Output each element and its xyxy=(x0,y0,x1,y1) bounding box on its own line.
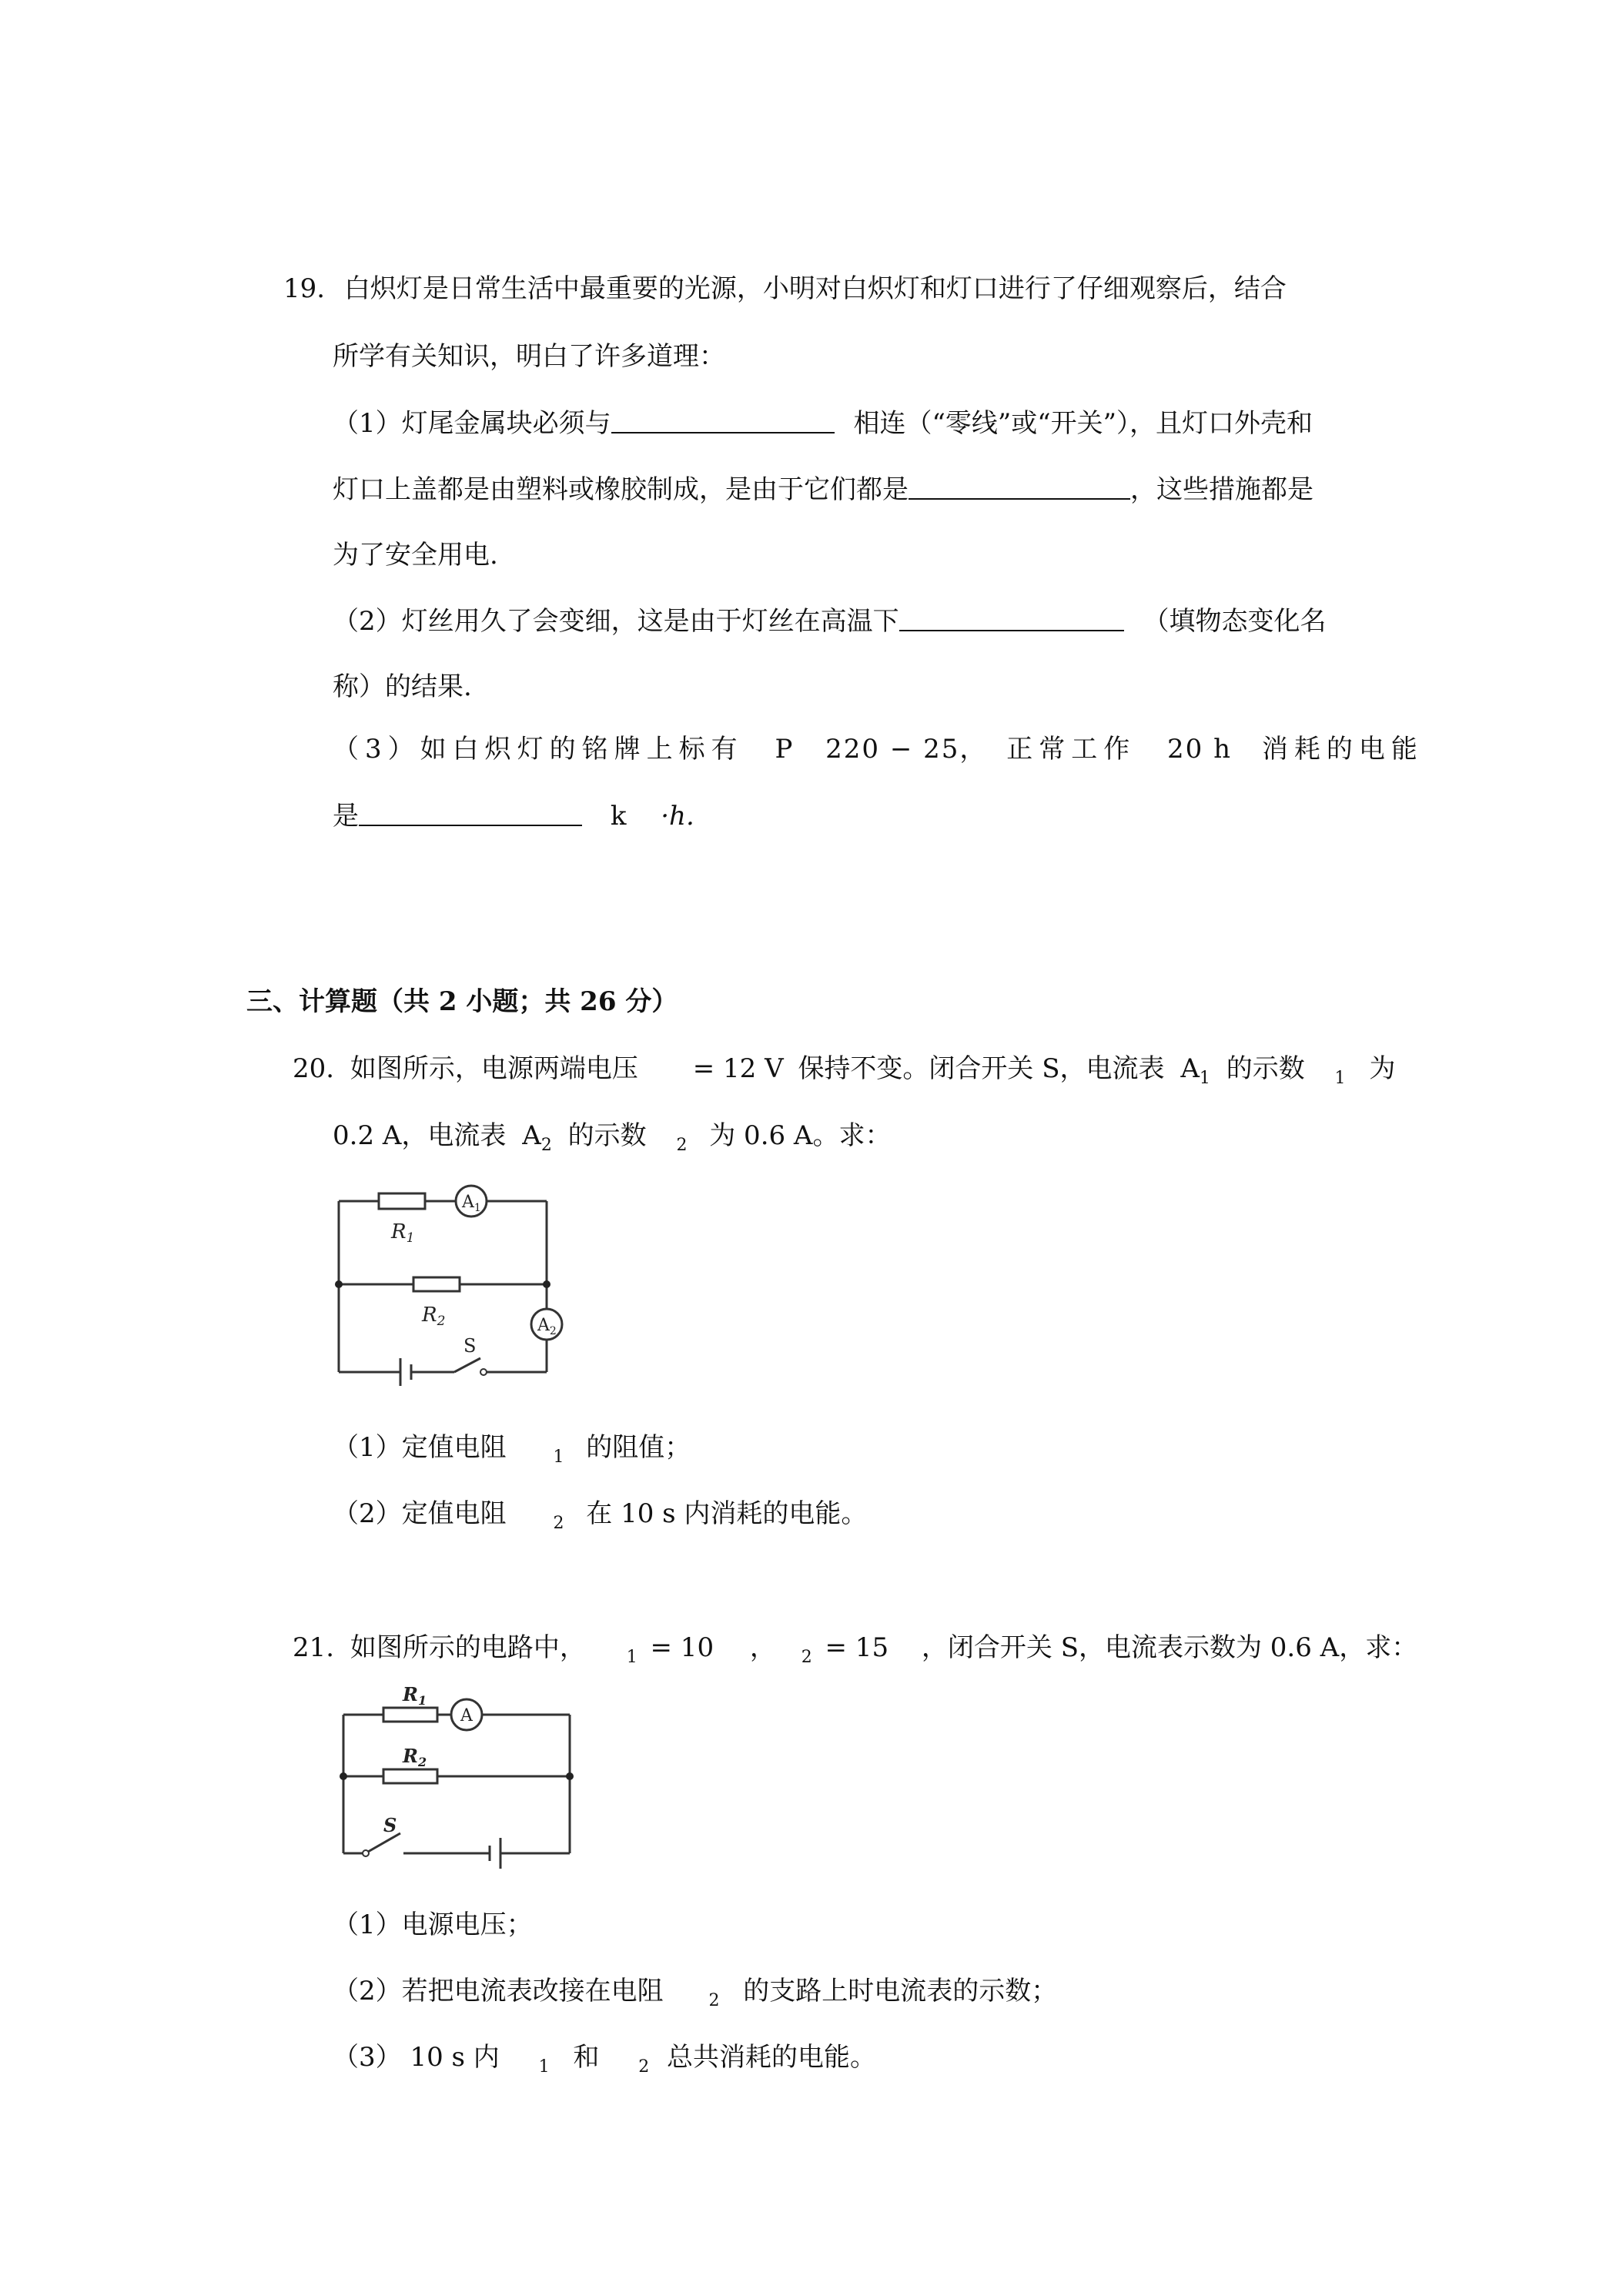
q21-label-r2: $R_2$ xyxy=(403,1745,427,1769)
q21-resistor-r2 xyxy=(383,1769,437,1783)
q20-sub1-text-b: 的阻值； xyxy=(586,1432,691,1463)
q21-sub3 xyxy=(333,2042,876,2077)
q20-junction-left xyxy=(335,1280,343,1288)
answer-blank-4[interactable] xyxy=(359,800,582,826)
q19-part3-p: P xyxy=(775,734,799,765)
q21-number: 21. xyxy=(293,1632,335,1663)
q20-junction-right xyxy=(543,1280,550,1288)
q21-circuit-diagram xyxy=(330,1682,584,1883)
q19-part2-line-1 xyxy=(333,605,1326,637)
answer-blank-2[interactable] xyxy=(909,474,1130,500)
q20-label-s: S xyxy=(463,1335,477,1357)
q19-stem-line2: 所学有关知识，明白了许多道理： xyxy=(333,341,725,372)
q20-ammeter-a2: $A_2$ xyxy=(522,1120,552,1155)
q21-sub1-text: （1）电源电压； xyxy=(333,1909,533,1940)
q21-label-s: S xyxy=(383,1814,397,1836)
q20-text-c: 保持不变。闭合开关 S，电流表 xyxy=(798,1053,1165,1084)
q19-part3-text-c: 消耗的电能 xyxy=(1261,734,1424,765)
q21-sub3-r2-sub: 2 xyxy=(638,2057,650,2077)
q19-stem-line1: 白炽灯是日常生活中最重要的光源，小明对白炽灯和灯口进行了仔细观察后，结合 xyxy=(343,273,1287,304)
q20-i2-sub: 2 xyxy=(676,1136,688,1155)
q19-line-1 xyxy=(283,273,1287,304)
q20-label-r1: R1 xyxy=(391,1220,415,1246)
q20-text-l2b: 的示数 xyxy=(567,1120,647,1151)
q21-sub3-and: 和 xyxy=(573,2042,600,2073)
q20-text-d: 的示数 xyxy=(1226,1053,1305,1084)
q20-switch-contact xyxy=(480,1369,487,1375)
q20-label-r2: R2 xyxy=(422,1304,446,1329)
q21-line-1 xyxy=(293,1632,1417,1667)
q20-ammeter-a1: $A_1$ xyxy=(1180,1053,1210,1088)
q21-sub3-text-a: （3） 10 s 内 xyxy=(333,2042,500,2073)
q21-sub2 xyxy=(333,1976,1057,2010)
q19-part3-line-2 xyxy=(333,800,694,832)
q21-junction-right xyxy=(566,1772,574,1780)
q20-resistor-r2 xyxy=(413,1277,460,1291)
q20-sub2 xyxy=(333,1498,867,1533)
q21-sub2-r-sub: 2 xyxy=(708,1991,720,2010)
q20-circuit-diagram xyxy=(323,1170,570,1394)
q20-text-a: 如图所示，电源两端电压 xyxy=(350,1053,638,1084)
q19-part1-line-2 xyxy=(333,474,1313,505)
q20-switch-blade xyxy=(454,1358,480,1372)
q19-part3-unit-k: k xyxy=(610,801,627,832)
q19-part1-text-d: ，这些措施都是 xyxy=(1130,474,1313,505)
q19-part3-text-d: 是 xyxy=(333,801,359,832)
q21-text-b: ，闭合开关 S，电流表示数为 0.6 A，求： xyxy=(921,1632,1418,1663)
q20-text-l2c: 为 0.6 A。求： xyxy=(709,1120,892,1151)
q20-text-l2a: 0.2 A，电流表 xyxy=(333,1120,507,1151)
q20-sub2-r-sub: 2 xyxy=(553,1514,564,1533)
q21-sub1 xyxy=(333,1909,533,1940)
q21-text-a: 如图所示的电路中， xyxy=(350,1632,586,1663)
q20-voltage: = 12 V xyxy=(692,1053,784,1084)
q19-part2-line-2 xyxy=(333,671,472,702)
q20-sub1-r-sub: 1 xyxy=(553,1448,564,1467)
q20-sub1-text-a: （1）定值电阻 xyxy=(333,1432,507,1463)
section-3-title: 三、计算题（共 2 小题；共 26 分） xyxy=(246,986,678,1017)
q19-part1-text-b: 相连（“零线”或“开关”），且灯口外壳和 xyxy=(853,408,1313,439)
q20-resistor-r1 xyxy=(379,1193,425,1209)
q21-comma: ， xyxy=(749,1632,776,1663)
q19-part2-text-b: （填物态变化名 xyxy=(1143,606,1327,637)
q19-part3-time: 20 h xyxy=(1167,734,1233,765)
q19-line-2 xyxy=(333,341,725,372)
q19-part1-text-c: 灯口上盖都是由塑料或橡胶制成，是由于它们都是 xyxy=(333,474,909,505)
answer-blank-3[interactable] xyxy=(899,605,1124,631)
q21-label-r1: $R_1$ xyxy=(403,1683,427,1708)
q20-line-2 xyxy=(333,1120,892,1155)
q19-part1-line-3 xyxy=(333,540,498,571)
q19-part3-text-a: （3）如白炽灯的铭牌上标有 xyxy=(333,734,744,765)
q20-label-a1: $A_1$ xyxy=(462,1193,481,1214)
q20-text-e: 为 xyxy=(1369,1053,1396,1084)
q19-number: 19. xyxy=(283,273,326,304)
q19-part2-text-a: （2）灯丝用久了会变细，这是由于灯丝在高温下 xyxy=(333,606,899,637)
q19-part1-text-e: 为了安全用电. xyxy=(333,540,498,571)
q21-sub2-text-a: （2）若把电流表改接在电阻 xyxy=(333,1976,664,2006)
q21-r2-sub: 2 xyxy=(801,1648,812,1667)
q21-sub3-text-b: 总共消耗的电能。 xyxy=(667,2042,877,2073)
q19-part3-unit-h: ·h. xyxy=(661,801,694,832)
q19-part2-text-c: 称）的结果. xyxy=(333,671,472,702)
q21-r1-value: = 10 xyxy=(650,1632,714,1663)
q21-switch-contact xyxy=(363,1850,369,1856)
q19-part3-value: 220 − 25， xyxy=(825,734,988,765)
q21-junction-left xyxy=(340,1772,347,1780)
q21-label-a: A xyxy=(460,1706,473,1725)
q20-label-a2: $A_2$ xyxy=(537,1316,557,1337)
q20-line-1 xyxy=(293,1053,1395,1088)
q21-r2-value: = 15 xyxy=(825,1632,889,1663)
q20-sub2-text-a: （2）定值电阻 xyxy=(333,1498,507,1529)
q20-i1-sub: 1 xyxy=(1334,1069,1346,1088)
q19-part1-line-1 xyxy=(333,407,1313,439)
q20-sub1 xyxy=(333,1432,691,1467)
q19-part3-text-b: 正常工作 xyxy=(1006,734,1136,765)
answer-blank-1[interactable] xyxy=(611,407,835,433)
q19-part3-line-1 xyxy=(333,734,1424,765)
q21-sub2-text-b: 的支路上时电流表的示数； xyxy=(743,1976,1058,2006)
q21-resistor-r1 xyxy=(383,1708,437,1722)
q20-sub2-text-b: 在 10 s 内消耗的电能。 xyxy=(586,1498,868,1529)
q21-r1-sub: 1 xyxy=(626,1648,637,1667)
q20-number: 20. xyxy=(293,1053,335,1084)
q19-part1-text-a: （1）灯尾金属块必须与 xyxy=(333,408,611,439)
q21-sub3-r1-sub: 1 xyxy=(538,2057,550,2077)
section-heading xyxy=(246,986,678,1017)
